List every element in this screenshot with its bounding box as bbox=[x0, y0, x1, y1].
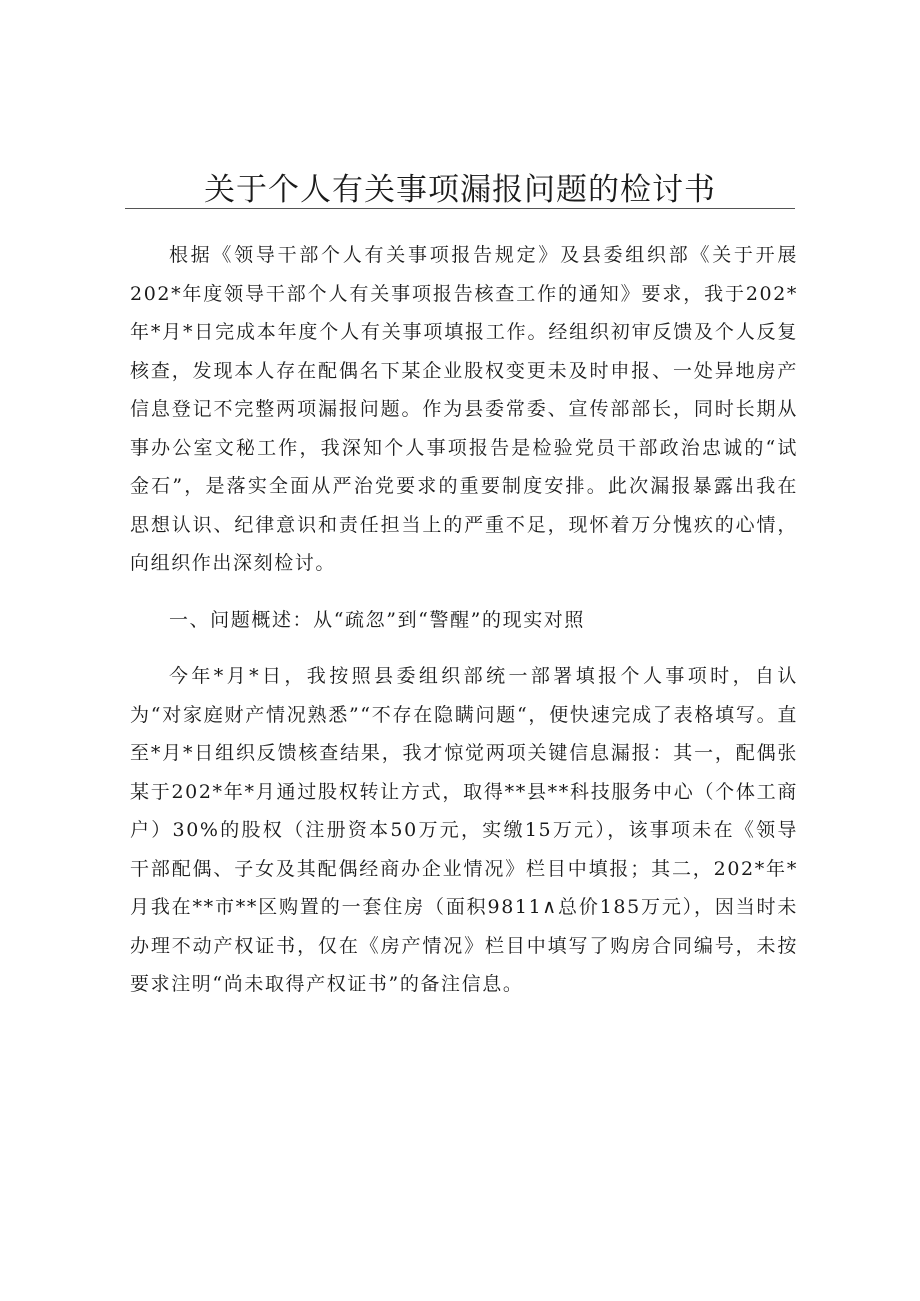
document-body bbox=[130, 236, 798, 1022]
section-heading-1: 一、问题概述：从“疏忽”到“警醒”的现实对照 bbox=[168, 608, 585, 631]
title-underline bbox=[125, 208, 795, 209]
paragraph-problem-overview: 今年*月*日，我按照县委组织部统一部署填报个人事项时，自认为“对家庭财产情况熟悉”“不存在隐瞒问题“，便快速完成了表格填写。直至*月*日组织反馈核查结果，我才惊觉两项关键信息漏报：其一，配偶张某于202*年*月通过股权转让方式，取得**县**科技服务中心（个体工商户）30%的股权（注册资本50万元，实缴15万元），该事项未在《领导干部配偶、子女及其配偶经商办企业情况》栏目中填报；其二，202*年*月我在**市**区购置的一套住房（面积9811∧总价185万元），因当时未办理不动产权证书，仅在《房产情况》栏目中填写了购房合同编号，未按要求注明“尚未取得产权证书”的备注信息。 bbox=[130, 665, 798, 995]
paragraph-intro: 根据《领导干部个人有关事项报告规定》及县委组织部《关于开展202*年度领导干部个人有关事项报告核查工作的通知》要求，我于202*年*月*日完成本年度个人有关事项填报工作。经组织初审反馈及个人反复核查，发现本人存在配偶名下某企业股权变更未及时申报、一处异地房产信息登记不完整两项漏报问题。作为县委常委、宣传部部长，同时长期从事办公室文秘工作，我深知个人事项报告是检验党员干部政治忠诚的“试金石”，是落实全面从严治党要求的重要制度安排。此次漏报暴露出我在思想认识、纪律意识和责任担当上的严重不足，现怀着万分愧疚的心情，向组织作出深刻检讨。 bbox=[130, 244, 798, 574]
document-title: 关于个人有关事项漏报问题的检讨书 bbox=[204, 172, 716, 208]
